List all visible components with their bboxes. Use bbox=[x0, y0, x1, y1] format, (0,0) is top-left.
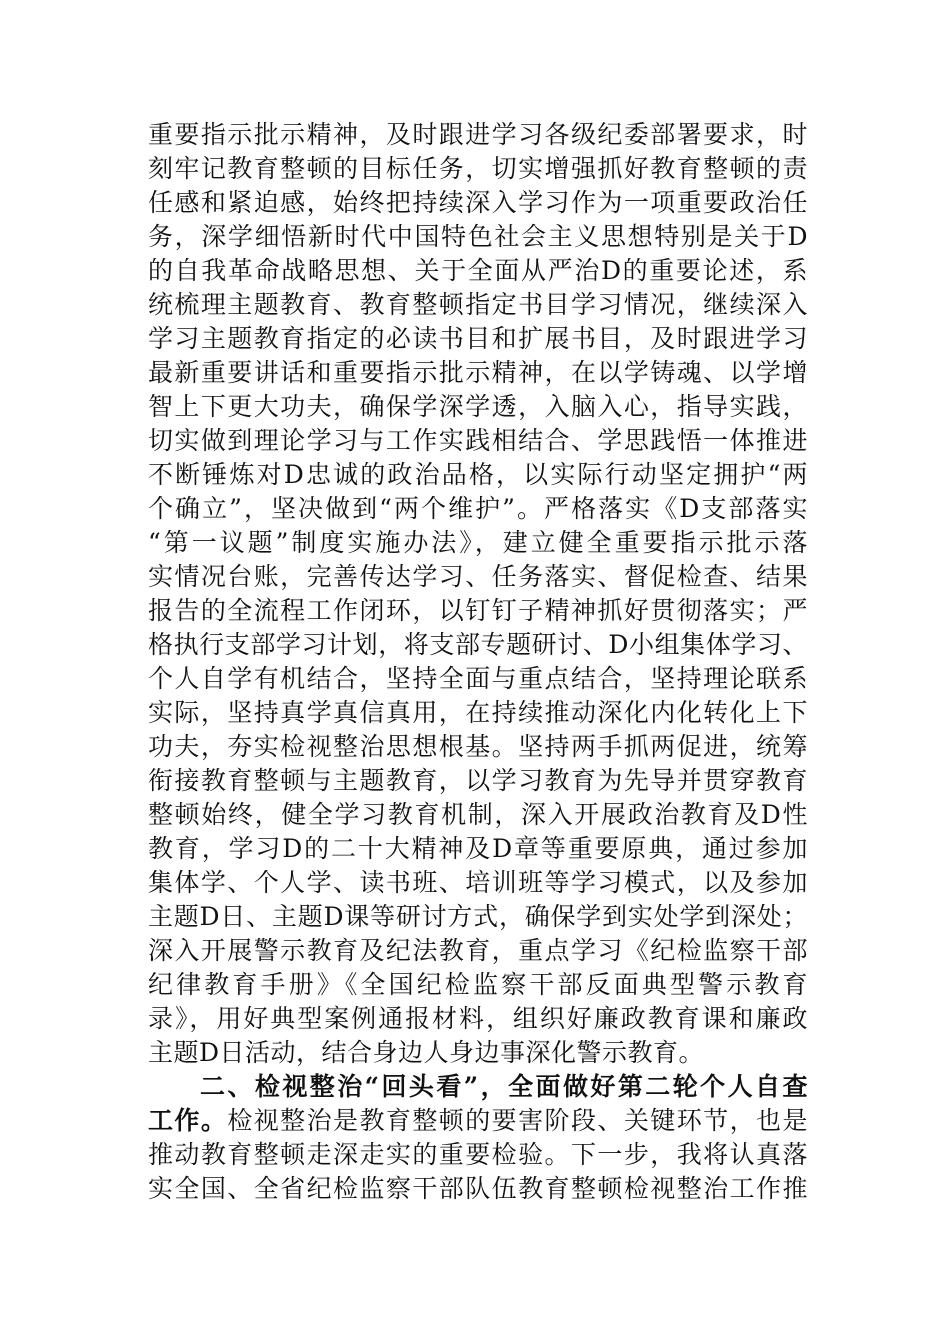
body-line: 实全国、全省纪检监察干部队伍教育整顿检视整治工作推 bbox=[148, 1174, 808, 1203]
document-body bbox=[148, 118, 808, 1206]
body-line: 报告的全流程工作闭环，以钉钉子精神抓好贯彻落实；严 bbox=[148, 596, 808, 625]
body-line: 学习主题教育指定的必读书目和扩展书目，及时跟进学习 bbox=[148, 324, 808, 353]
body-line: 实情况台账，完善传达学习、任务落实、督促检查、结果 bbox=[148, 562, 808, 591]
body-line: 衔接教育整顿与主题教育，以学习教育为先导并贯穿教育 bbox=[148, 766, 808, 795]
body-line: 纪律教育手册》《全国纪检监察干部反面典型警示教育 bbox=[148, 970, 808, 999]
section-heading: 二、检视整治“回头看”，全面做好第二轮个人自查 bbox=[200, 1072, 808, 1101]
body-line: 切实做到理论学习与工作实践相结合、学思践悟一体推进 bbox=[148, 426, 808, 455]
body-line: 推动教育整顿走深走实的重要检验。下一步，我将认真落 bbox=[148, 1140, 808, 1169]
body-line: 统梳理主题教育、教育整顿指定书目学习情况，继续深入 bbox=[148, 290, 808, 319]
body-line: 个确立”，坚决做到“两个维护”。严格落实《D支部落实 bbox=[148, 494, 808, 523]
body-line: 教育，学习D的二十大精神及D章等重要原典，通过参加 bbox=[148, 834, 808, 863]
body-line: 的自我革命战略思想、关于全面从严治D的重要论述，系 bbox=[148, 256, 808, 285]
body-line: 个人自学有机结合，坚持全面与重点结合，坚持理论联系 bbox=[148, 664, 808, 693]
section-body-start: 检视整治是教育整顿的要害阶段、关键环节，也是 bbox=[227, 1106, 808, 1135]
body-line: 整顿始终，健全学习教育机制，深入开展政治教育及D性 bbox=[148, 800, 808, 829]
body-line: 主题D日、主题D课等研讨方式，确保学到实处学到深处； bbox=[148, 902, 808, 931]
body-line: 智上下更大功夫，确保学深学透，入脑入心，指导实践， bbox=[148, 392, 808, 421]
body-line: 任感和紧迫感，始终把持续深入学习作为一项重要政治任 bbox=[148, 188, 808, 217]
body-line: 录》，用好典型案例通报材料，组织好廉政教育课和廉政 bbox=[148, 1004, 808, 1033]
body-line: 不断锤炼对D忠诚的政治品格，以实际行动坚定拥护“两 bbox=[148, 460, 808, 489]
body-line: “第一议题”制度实施办法》，建立健全重要指示批示落 bbox=[148, 528, 808, 557]
paragraph-last-line: 主题D日活动，结合身边人身边事深化警示教育。 bbox=[148, 1038, 705, 1067]
body-line: 实际，坚持真学真信真用，在持续推动深化内化转化上下 bbox=[148, 698, 808, 727]
body-line: 刻牢记教育整顿的目标任务，切实增强抓好教育整顿的责 bbox=[148, 154, 808, 183]
body-line: 集体学、个人学、读书班、培训班等学习模式，以及参加 bbox=[148, 868, 808, 897]
body-line: 功夫，夯实检视整治思想根基。坚持两手抓两促进，统筹 bbox=[148, 732, 808, 761]
body-line: 格执行支部学习计划，将支部专题研讨、D小组集体学习、 bbox=[148, 630, 808, 659]
body-line: 务，深学细悟新时代中国特色社会主义思想特别是关于D bbox=[148, 222, 808, 251]
section-heading-continuation bbox=[148, 1104, 808, 1138]
body-line: 最新重要讲话和重要指示批示精神，在以学铸魂、以学增 bbox=[148, 358, 808, 387]
body-line: 重要指示批示精神，及时跟进学习各级纪委部署要求，时 bbox=[148, 120, 808, 149]
body-line: 深入开展警示教育及纪法教育，重点学习《纪检监察干部 bbox=[148, 936, 808, 965]
section-heading-tail: 工作。 bbox=[148, 1106, 228, 1135]
